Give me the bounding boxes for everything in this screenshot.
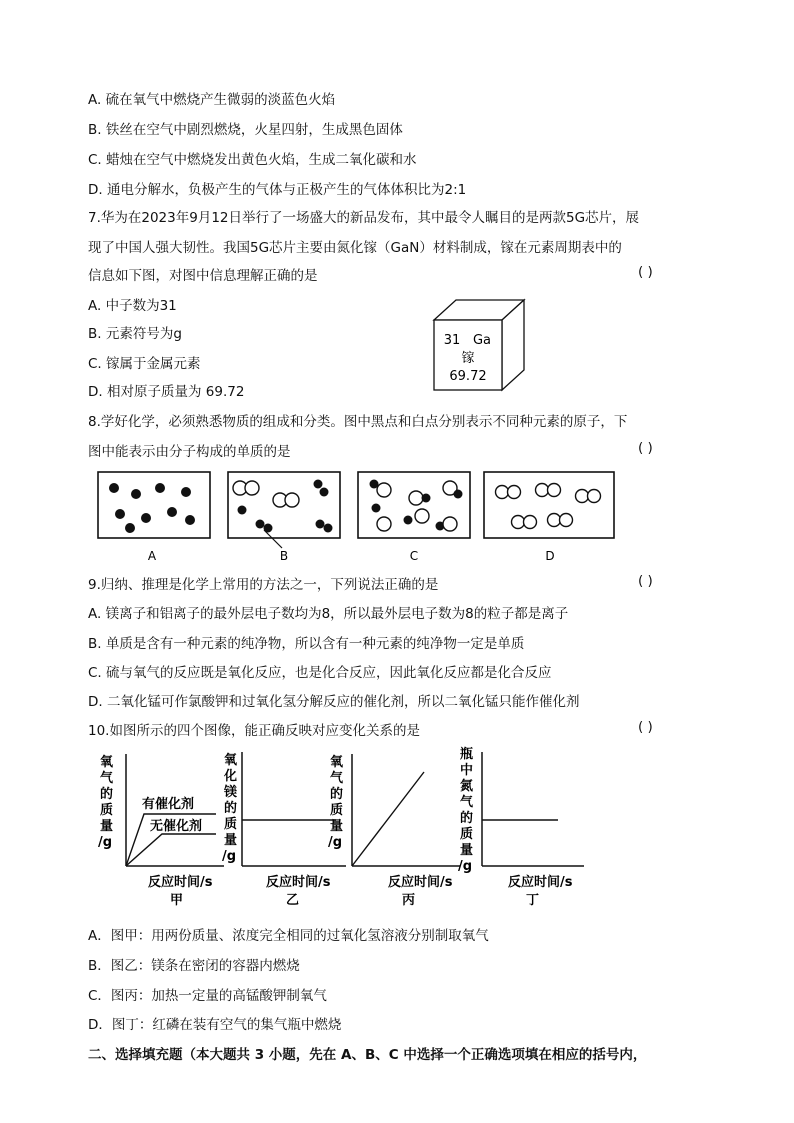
- svg-text:氧: 氧: [330, 755, 344, 770]
- q8-stem-line1: 8.学好化学，必须熟悉物质的组成和分类。图中黑点和白点分别表示不同种元素的原子，下: [88, 414, 628, 430]
- svg-text:/g: /g: [328, 835, 343, 850]
- q9-answer-paren: ( ): [638, 573, 653, 589]
- svg-text:/g: /g: [222, 849, 237, 864]
- svg-text:量: 量: [330, 819, 344, 834]
- q10-option-c: C．图丙：加热一定量的高锰酸钾制氧气: [88, 988, 327, 1004]
- graph-name-ding: 丁: [526, 893, 540, 908]
- q10-option-a: A．图甲：用两份质量、浓度完全相同的过氧化氢溶液分别制取氧气: [88, 928, 489, 944]
- graph-name-yi: 乙: [286, 893, 300, 908]
- q6-option-c: C. 蜡烛在空气中燃烧发出黄色火焰，生成二氧化碳和水: [88, 152, 417, 168]
- graph-name-jia: 甲: [170, 893, 184, 908]
- svg-text:量: 量: [224, 833, 238, 848]
- q10-graphs: [90, 744, 610, 914]
- svg-text:质: 质: [460, 827, 474, 842]
- gallium-element-cube: [430, 296, 530, 396]
- svg-text:质: 质: [330, 803, 344, 818]
- element-symbol: Ga: [472, 333, 492, 348]
- q10-option-b: B．图乙：镁条在密闭的容器内燃烧: [88, 958, 300, 974]
- q6-option-d: D. 通电分解水，负极产生的气体与正极产生的气体体积比为2:1: [88, 182, 467, 198]
- svg-text:的: 的: [330, 787, 344, 802]
- box-a: [98, 472, 210, 538]
- q7-option-c: C. 镓属于金属元素: [88, 356, 201, 372]
- svg-text:的: 的: [100, 787, 114, 802]
- svg-text:反应时间/s: 反应时间/s: [266, 875, 331, 890]
- svg-text:/g: /g: [458, 859, 473, 874]
- line-label-no-catalyst: 无催化剂: [150, 819, 203, 834]
- q6-option-b: B. 铁丝在空气中剧烈燃烧，火星四射，生成黑色固体: [88, 122, 403, 138]
- svg-text:反应时间/s: 反应时间/s: [148, 875, 213, 890]
- svg-text:的: 的: [224, 801, 238, 816]
- line-label-catalyst: 有催化剂: [142, 797, 195, 812]
- label-a: A: [147, 549, 157, 563]
- element-name: 镓: [461, 351, 475, 366]
- graph-bing: [328, 754, 460, 908]
- q7-stem-line2: 现了中国人强大韧性。我国5G芯片主要由氮化镓（GaN）材料制成，镓在元素周期表中的: [88, 240, 622, 256]
- svg-text:反应时间/s: 反应时间/s: [508, 875, 573, 890]
- q9-option-b: B. 单质是含有一种元素的纯净物，所以含有一种元素的纯净物一定是单质: [88, 636, 525, 652]
- svg-text:氮: 氮: [460, 779, 474, 794]
- q7-answer-paren: ( ): [638, 264, 653, 280]
- q7-stem-line1: 7.华为在2023年9月12日举行了一场盛大的新品发布，其中最令人瞩目的是两款5G芯片，展: [88, 210, 640, 226]
- q10-stem: 10.如图所示的四个图像，能正确反映对应变化关系的是: [88, 723, 420, 739]
- box-c: [358, 472, 470, 538]
- svg-text:镁: 镁: [224, 785, 238, 800]
- svg-text:质: 质: [224, 817, 238, 832]
- q7-option-a: A. 中子数为31: [88, 298, 177, 314]
- label-c: C: [409, 549, 419, 563]
- q9-option-a: A. 镁离子和铝离子的最外层电子数均为8，所以最外层电子数为8的粒子都是离子: [88, 606, 569, 622]
- svg-text:量: 量: [100, 819, 114, 834]
- svg-text:质: 质: [100, 803, 114, 818]
- q9-option-d: D. 二氧化锰可作氯酸钾和过氧化氢分解反应的催化剂，所以二氧化锰只能作催化剂: [88, 694, 580, 710]
- label-b: B: [279, 549, 289, 563]
- svg-text:/g: /g: [98, 835, 113, 850]
- graph-jia: [98, 754, 224, 908]
- box-b: [228, 472, 340, 548]
- svg-text:气: 气: [100, 771, 114, 786]
- box-d: [484, 472, 614, 538]
- q9-stem: 9.归纳、推理是化学上常用的方法之一，下列说法正确的是: [88, 577, 439, 593]
- q9-option-c: C. 硫与氧气的反应既是氧化反应，也是化合反应，因此氧化反应都是化合反应: [88, 665, 552, 681]
- q7-option-d: D. 相对原子质量为 69.72: [88, 384, 245, 400]
- q7-option-b: B. 元素符号为g: [88, 326, 182, 342]
- q8-stem-line2: 图中能表示由分子构成的单质的是: [88, 444, 291, 460]
- element-mass: 69.72: [449, 369, 487, 384]
- svg-text:化: 化: [224, 769, 238, 784]
- svg-text:气: 气: [330, 771, 344, 786]
- q8-answer-paren: ( ): [638, 440, 653, 456]
- q8-particle-diagrams: [90, 468, 630, 568]
- graph-name-bing: 丙: [402, 893, 416, 908]
- svg-text:中: 中: [460, 763, 474, 778]
- label-d: D: [545, 549, 555, 563]
- section-2-heading: 二、选择填充题（本大题共 3 小题，先在 A、B、C 中选择一个正确选项填在相应的括号内，: [88, 1047, 647, 1063]
- element-number: 31: [443, 333, 461, 348]
- q10-option-d: D．图丁：红磷在装有空气的集气瓶中燃烧: [88, 1017, 342, 1033]
- svg-text:瓶: 瓶: [460, 747, 474, 762]
- q7-stem-line3: 信息如下图，对图中信息理解正确的是: [88, 268, 318, 284]
- q6-option-a: A. 硫在氧气中燃烧产生微弱的淡蓝色火焰: [88, 92, 336, 108]
- graph-yi: [222, 752, 346, 908]
- svg-text:氧: 氧: [100, 755, 114, 770]
- graph-ding: [458, 746, 584, 908]
- svg-text:氧: 氧: [224, 753, 238, 768]
- q10-answer-paren: ( ): [638, 719, 653, 735]
- svg-text:气: 气: [460, 795, 474, 810]
- svg-text:反应时间/s: 反应时间/s: [388, 875, 453, 890]
- svg-text:量: 量: [460, 843, 474, 858]
- svg-text:的: 的: [460, 811, 474, 826]
